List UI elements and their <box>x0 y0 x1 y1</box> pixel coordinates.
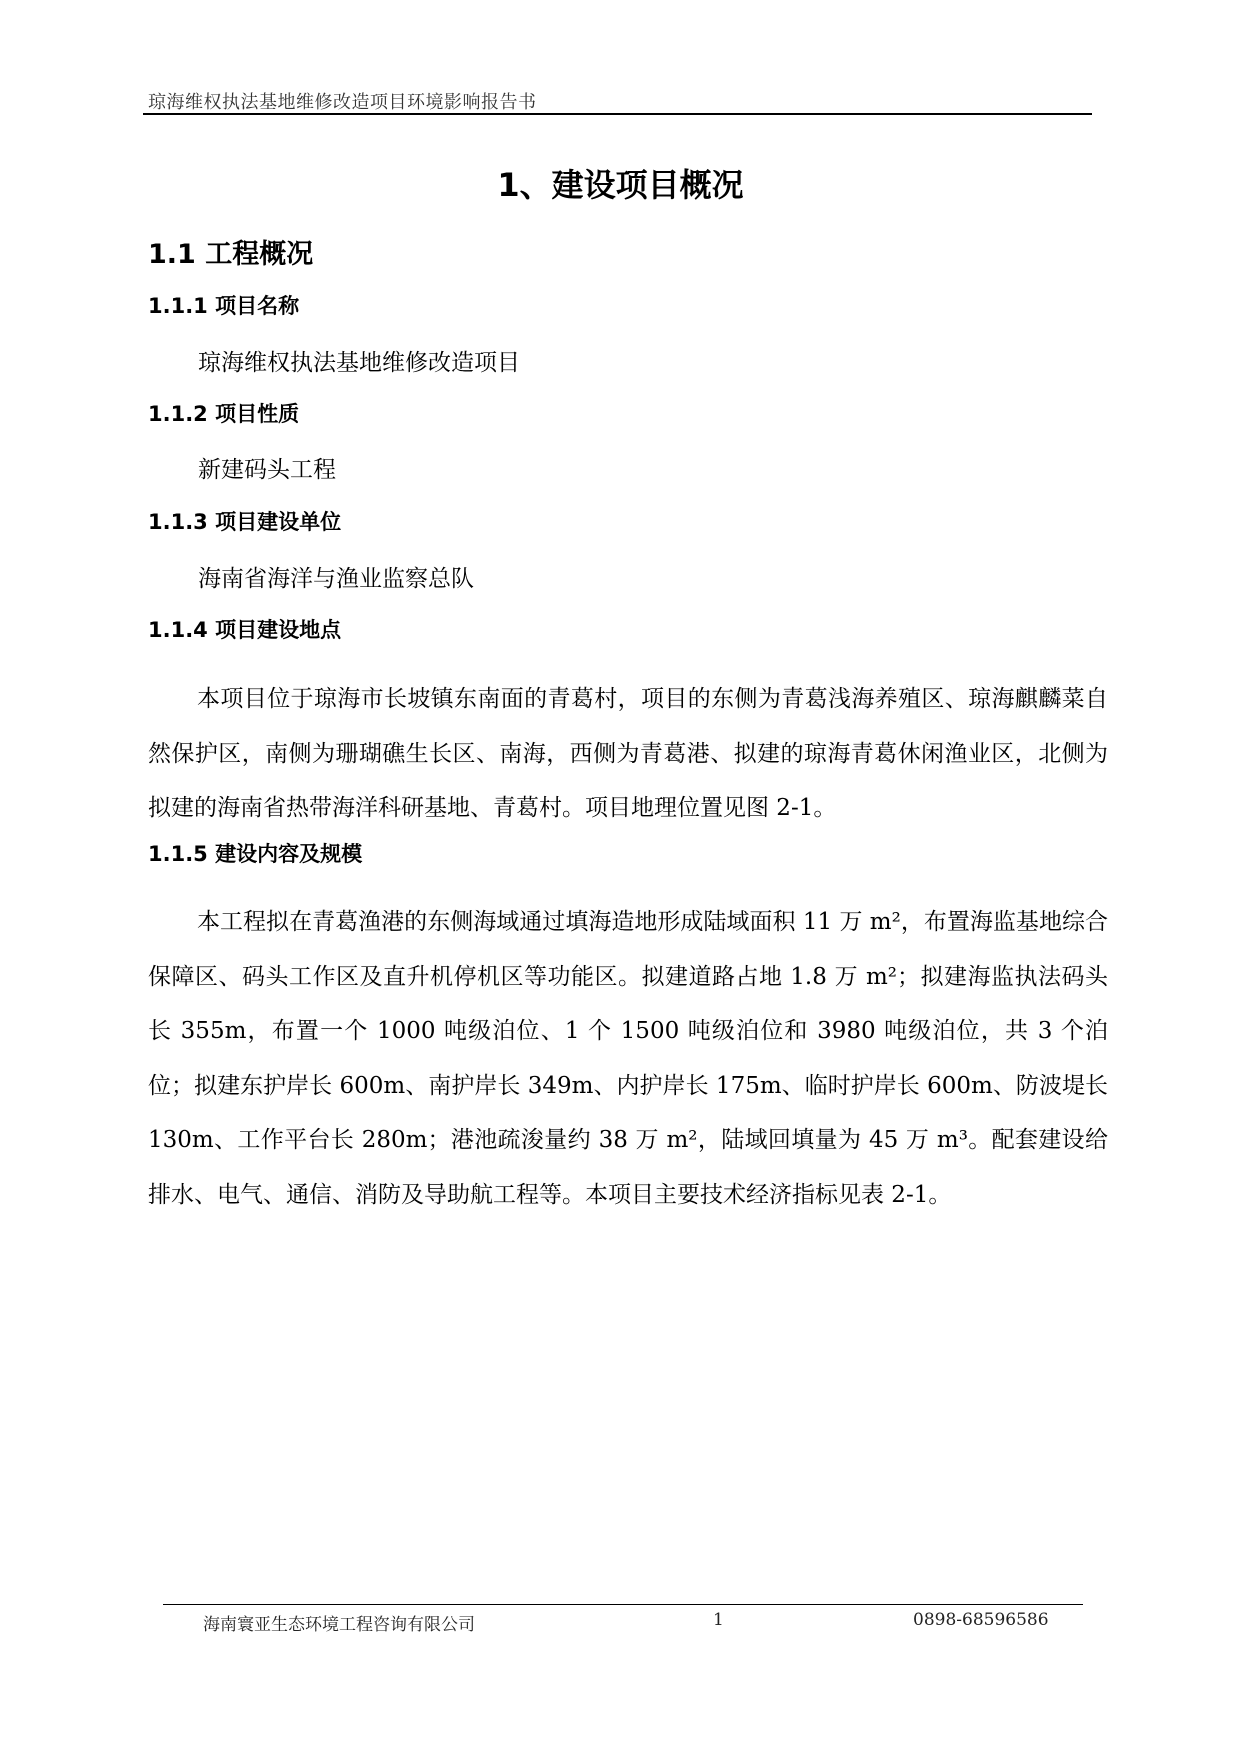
heading-construction-unit: 1.1.3 项目建设单位 <box>148 510 342 534</box>
footer-phone: 0898-68596586 <box>913 1610 1049 1630</box>
running-header: 琼海维权执法基地维修改造项目环境影响报告书 <box>148 92 537 113</box>
chapter-title: 1、建设项目概况 <box>497 166 744 204</box>
heading-project-name: 1.1.1 项目名称 <box>148 294 300 318</box>
heading-project-nature: 1.1.2 项目性质 <box>148 402 300 426</box>
paragraph-construction-site: 本项目位于琼海市长坡镇东南面的青葛村，项目的东侧为青葛浅海养殖区、琼海麒麟菜自然保护区，南侧为珊瑚礁生长区、南海，西侧为青葛港、拟建的琼海青葛休闲渔业区，北侧为拟建的海南省热带海洋科研基地、青葛村。项目地理位置见图 2-1。 <box>148 686 1108 821</box>
section-heading-1-1: 1.1 工程概况 <box>148 239 314 270</box>
paragraph-construction-scope: 本工程拟在青葛渔港的东侧海域通过填海造地形成陆域面积 11 万 m²，布置海监基地综合保障区、码头工作区及直升机停机区等功能区。拟建道路占地 1.8 万 m²；拟建海监执法码头长 355m，布置一个 1000 吨级泊位、1 个 1500 吨级泊位和 3980 吨级泊位，共 3 个泊位；拟建东护岸长 600m、南护岸长 349m、内护岸长 175m、临时护岸长 600m、防波堤长 130m、工作平台长 280m；港池疏浚量约 38 万 m²，陆域回填量为 45 万 m³。配套建设给排水、电气、通信、消防及导助航工程等。本项目主要技术经济指标见表 2-1。 <box>148 909 1108 1208</box>
heading-construction-site: 1.1.4 项目建设地点 <box>148 618 342 642</box>
header-rule <box>143 113 1092 115</box>
footer-company: 海南寰亚生态环境工程咨询有限公司 <box>203 1615 475 1635</box>
text-project-name: 琼海维权执法基地维修改造项目 <box>198 350 520 376</box>
heading-construction-scope: 1.1.5 建设内容及规模 <box>148 842 363 866</box>
text-construction-unit: 海南省海洋与渔业监察总队 <box>198 566 474 592</box>
page-number: 1 <box>713 1610 724 1630</box>
text-project-nature: 新建码头工程 <box>198 457 336 483</box>
footer-rule <box>163 1604 1083 1605</box>
